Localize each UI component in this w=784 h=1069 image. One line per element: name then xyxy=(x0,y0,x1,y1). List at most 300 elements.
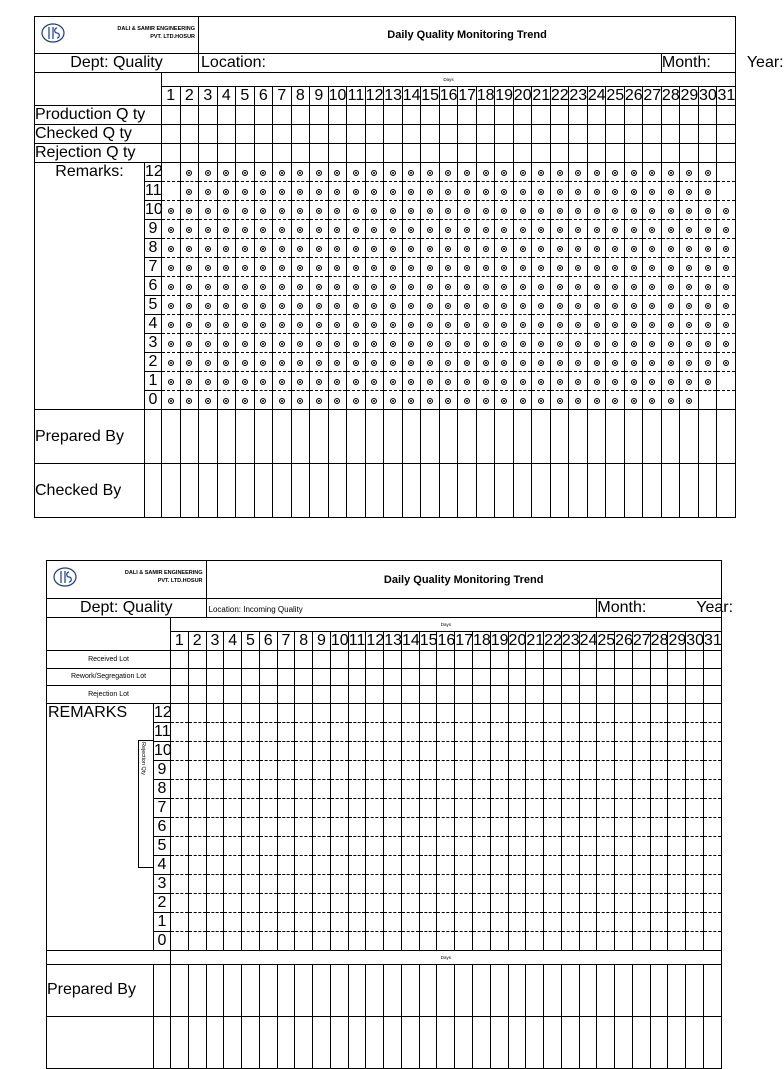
trend-dot[interactable] xyxy=(297,303,303,309)
trend-cell[interactable] xyxy=(624,239,643,258)
trend-cell[interactable] xyxy=(365,182,384,201)
trend-dot[interactable] xyxy=(205,360,211,366)
trend-cell[interactable] xyxy=(458,277,477,296)
trend-dot[interactable] xyxy=(260,398,266,404)
trend-cell[interactable] xyxy=(717,182,736,201)
trend-cell[interactable] xyxy=(579,855,597,874)
trend-cell[interactable] xyxy=(402,163,421,182)
trend-cell[interactable] xyxy=(569,163,588,182)
trend-cell[interactable] xyxy=(661,220,680,239)
signature-cell[interactable] xyxy=(206,964,224,1016)
trend-cell[interactable] xyxy=(384,893,402,912)
trend-cell[interactable] xyxy=(273,372,292,391)
trend-dot[interactable] xyxy=(612,284,618,290)
qty-cell[interactable] xyxy=(579,668,597,686)
trend-cell[interactable] xyxy=(550,201,569,220)
signature-cell[interactable] xyxy=(419,1016,437,1068)
trend-cell[interactable] xyxy=(490,798,508,817)
trend-cell[interactable] xyxy=(597,855,615,874)
trend-cell[interactable] xyxy=(686,779,704,798)
trend-cell[interactable] xyxy=(365,315,384,334)
qty-cell[interactable] xyxy=(561,686,579,704)
trend-cell[interactable] xyxy=(421,182,440,201)
qty-cell[interactable] xyxy=(224,686,242,704)
trend-cell[interactable] xyxy=(330,912,348,931)
trend-dot[interactable] xyxy=(501,379,507,385)
trend-cell[interactable] xyxy=(437,779,455,798)
trend-dot[interactable] xyxy=(371,360,377,366)
trend-cell[interactable] xyxy=(698,258,717,277)
qty-cell[interactable] xyxy=(242,651,260,669)
trend-cell[interactable] xyxy=(437,722,455,741)
qty-cell[interactable] xyxy=(544,651,562,669)
trend-dot[interactable] xyxy=(557,246,563,252)
signature-cell[interactable] xyxy=(421,464,440,518)
signature-cell[interactable] xyxy=(236,410,255,464)
trend-cell[interactable] xyxy=(419,779,437,798)
trend-cell[interactable] xyxy=(437,760,455,779)
trend-cell[interactable] xyxy=(476,296,495,315)
signature-cell[interactable] xyxy=(668,1016,686,1068)
trend-cell[interactable] xyxy=(217,201,236,220)
trend-dot[interactable] xyxy=(260,265,266,271)
trend-cell[interactable] xyxy=(513,391,532,410)
trend-dot[interactable] xyxy=(223,341,229,347)
trend-cell[interactable] xyxy=(624,296,643,315)
trend-dot[interactable] xyxy=(557,284,563,290)
trend-cell[interactable] xyxy=(569,296,588,315)
trend-dot[interactable] xyxy=(686,189,692,195)
trend-cell[interactable] xyxy=(273,353,292,372)
trend-dot[interactable] xyxy=(594,189,600,195)
trend-dot[interactable] xyxy=(223,208,229,214)
trend-cell[interactable] xyxy=(508,703,526,722)
trend-cell[interactable] xyxy=(569,277,588,296)
trend-cell[interactable] xyxy=(597,779,615,798)
trend-cell[interactable] xyxy=(717,277,736,296)
trend-cell[interactable] xyxy=(579,836,597,855)
trend-cell[interactable] xyxy=(680,296,699,315)
trend-cell[interactable] xyxy=(188,931,206,950)
trend-cell[interactable] xyxy=(366,798,384,817)
qty-cell[interactable] xyxy=(437,668,455,686)
trend-cell[interactable] xyxy=(569,258,588,277)
trend-dot[interactable] xyxy=(464,227,470,233)
qty-cell[interactable] xyxy=(259,686,277,704)
qty-cell[interactable] xyxy=(313,686,331,704)
trend-cell[interactable] xyxy=(188,893,206,912)
trend-cell[interactable] xyxy=(661,201,680,220)
trend-cell[interactable] xyxy=(236,220,255,239)
trend-cell[interactable] xyxy=(698,315,717,334)
trend-dot[interactable] xyxy=(464,208,470,214)
trend-cell[interactable] xyxy=(544,703,562,722)
trend-cell[interactable] xyxy=(550,372,569,391)
trend-cell[interactable] xyxy=(661,277,680,296)
trend-cell[interactable] xyxy=(259,703,277,722)
trend-dot[interactable] xyxy=(464,379,470,385)
trend-cell[interactable] xyxy=(513,163,532,182)
trend-cell[interactable] xyxy=(224,912,242,931)
trend-cell[interactable] xyxy=(615,855,633,874)
trend-cell[interactable] xyxy=(597,703,615,722)
qty-cell[interactable] xyxy=(347,125,366,144)
trend-cell[interactable] xyxy=(384,353,403,372)
trend-dot[interactable] xyxy=(445,284,451,290)
trend-dot[interactable] xyxy=(371,284,377,290)
qty-cell[interactable] xyxy=(224,651,242,669)
qty-cell[interactable] xyxy=(544,668,562,686)
trend-cell[interactable] xyxy=(643,334,662,353)
trend-cell[interactable] xyxy=(680,163,699,182)
signature-cell[interactable] xyxy=(330,964,348,1016)
trend-cell[interactable] xyxy=(455,874,473,893)
qty-cell[interactable] xyxy=(437,686,455,704)
trend-cell[interactable] xyxy=(569,315,588,334)
trend-dot[interactable] xyxy=(501,265,507,271)
trend-cell[interactable] xyxy=(348,722,366,741)
trend-dot[interactable] xyxy=(501,360,507,366)
signature-cell[interactable] xyxy=(224,964,242,1016)
trend-dot[interactable] xyxy=(205,284,211,290)
trend-cell[interactable] xyxy=(328,239,347,258)
trend-cell[interactable] xyxy=(473,836,491,855)
trend-dot[interactable] xyxy=(334,227,340,233)
trend-cell[interactable] xyxy=(224,779,242,798)
trend-dot[interactable] xyxy=(242,284,248,290)
signature-cell[interactable] xyxy=(717,410,736,464)
qty-cell[interactable] xyxy=(439,125,458,144)
trend-cell[interactable] xyxy=(643,315,662,334)
signature-cell[interactable] xyxy=(365,464,384,518)
trend-dot[interactable] xyxy=(445,265,451,271)
trend-cell[interactable] xyxy=(384,372,403,391)
trend-dot[interactable] xyxy=(334,322,340,328)
trend-cell[interactable] xyxy=(526,817,544,836)
trend-cell[interactable] xyxy=(402,391,421,410)
qty-cell[interactable] xyxy=(650,668,668,686)
trend-cell[interactable] xyxy=(615,760,633,779)
trend-cell[interactable] xyxy=(495,239,514,258)
trend-cell[interactable] xyxy=(366,931,384,950)
trend-cell[interactable] xyxy=(310,277,329,296)
trend-cell[interactable] xyxy=(348,874,366,893)
qty-cell[interactable] xyxy=(330,686,348,704)
qty-cell[interactable] xyxy=(291,106,310,125)
trend-cell[interactable] xyxy=(402,201,421,220)
trend-cell[interactable] xyxy=(490,722,508,741)
trend-dot[interactable] xyxy=(612,208,618,214)
trend-cell[interactable] xyxy=(561,874,579,893)
trend-dot[interactable] xyxy=(279,227,285,233)
trend-cell[interactable] xyxy=(242,741,260,760)
trend-dot[interactable] xyxy=(260,208,266,214)
qty-cell[interactable] xyxy=(650,651,668,669)
qty-cell[interactable] xyxy=(680,144,699,163)
trend-cell[interactable] xyxy=(217,239,236,258)
trend-dot[interactable] xyxy=(408,379,414,385)
trend-cell[interactable] xyxy=(490,779,508,798)
trend-cell[interactable] xyxy=(402,353,421,372)
trend-cell[interactable] xyxy=(458,372,477,391)
signature-cell[interactable] xyxy=(476,464,495,518)
trend-cell[interactable] xyxy=(365,353,384,372)
trend-cell[interactable] xyxy=(277,893,295,912)
trend-cell[interactable] xyxy=(439,296,458,315)
trend-cell[interactable] xyxy=(171,893,189,912)
trend-cell[interactable] xyxy=(615,893,633,912)
trend-dot[interactable] xyxy=(520,265,526,271)
trend-cell[interactable] xyxy=(313,703,331,722)
trend-cell[interactable] xyxy=(686,817,704,836)
trend-dot[interactable] xyxy=(538,341,544,347)
trend-dot[interactable] xyxy=(631,170,637,176)
qty-cell[interactable] xyxy=(365,125,384,144)
trend-cell[interactable] xyxy=(698,220,717,239)
trend-cell[interactable] xyxy=(495,277,514,296)
qty-cell[interactable] xyxy=(495,125,514,144)
trend-dot[interactable] xyxy=(594,322,600,328)
trend-cell[interactable] xyxy=(597,760,615,779)
trend-cell[interactable] xyxy=(254,220,273,239)
trend-cell[interactable] xyxy=(347,220,366,239)
signature-cell[interactable] xyxy=(310,410,329,464)
trend-cell[interactable] xyxy=(313,855,331,874)
trend-cell[interactable] xyxy=(277,874,295,893)
trend-cell[interactable] xyxy=(313,722,331,741)
qty-cell[interactable] xyxy=(348,651,366,669)
trend-cell[interactable] xyxy=(401,703,419,722)
trend-dot[interactable] xyxy=(631,265,637,271)
trend-dot[interactable] xyxy=(186,284,192,290)
signature-cell[interactable] xyxy=(171,964,189,1016)
trend-cell[interactable] xyxy=(330,779,348,798)
trend-cell[interactable] xyxy=(703,779,721,798)
trend-dot[interactable] xyxy=(723,284,729,290)
trend-dot[interactable] xyxy=(612,265,618,271)
trend-dot[interactable] xyxy=(668,189,674,195)
trend-cell[interactable] xyxy=(579,722,597,741)
trend-cell[interactable] xyxy=(455,779,473,798)
trend-dot[interactable] xyxy=(390,208,396,214)
signature-cell[interactable] xyxy=(680,464,699,518)
trend-dot[interactable] xyxy=(557,398,563,404)
trend-cell[interactable] xyxy=(615,912,633,931)
qty-cell[interactable] xyxy=(295,668,313,686)
trend-cell[interactable] xyxy=(439,163,458,182)
trend-dot[interactable] xyxy=(223,246,229,252)
qty-cell[interactable] xyxy=(171,668,189,686)
trend-dot[interactable] xyxy=(371,208,377,214)
trend-cell[interactable] xyxy=(643,353,662,372)
trend-cell[interactable] xyxy=(313,912,331,931)
signature-cell[interactable] xyxy=(330,1016,348,1068)
trend-dot[interactable] xyxy=(464,284,470,290)
trend-dot[interactable] xyxy=(520,360,526,366)
signature-cell[interactable] xyxy=(680,410,699,464)
trend-cell[interactable] xyxy=(513,239,532,258)
trend-cell[interactable] xyxy=(526,836,544,855)
trend-dot[interactable] xyxy=(668,227,674,233)
trend-cell[interactable] xyxy=(643,201,662,220)
trend-dot[interactable] xyxy=(390,379,396,385)
trend-cell[interactable] xyxy=(495,220,514,239)
trend-dot[interactable] xyxy=(297,360,303,366)
trend-cell[interactable] xyxy=(402,277,421,296)
qty-cell[interactable] xyxy=(313,651,331,669)
trend-cell[interactable] xyxy=(579,912,597,931)
trend-cell[interactable] xyxy=(259,760,277,779)
qty-cell[interactable] xyxy=(259,668,277,686)
trend-cell[interactable] xyxy=(162,258,181,277)
trend-dot[interactable] xyxy=(371,341,377,347)
trend-dot[interactable] xyxy=(705,284,711,290)
trend-cell[interactable] xyxy=(347,353,366,372)
trend-cell[interactable] xyxy=(180,163,199,182)
qty-cell[interactable] xyxy=(597,651,615,669)
trend-cell[interactable] xyxy=(291,315,310,334)
trend-cell[interactable] xyxy=(624,220,643,239)
qty-cell[interactable] xyxy=(384,668,402,686)
trend-dot[interactable] xyxy=(168,398,174,404)
trend-cell[interactable] xyxy=(402,220,421,239)
qty-cell[interactable] xyxy=(455,651,473,669)
trend-dot[interactable] xyxy=(612,322,618,328)
trend-cell[interactable] xyxy=(419,855,437,874)
trend-cell[interactable] xyxy=(419,893,437,912)
trend-dot[interactable] xyxy=(334,284,340,290)
trend-cell[interactable] xyxy=(668,836,686,855)
trend-cell[interactable] xyxy=(421,372,440,391)
trend-dot[interactable] xyxy=(205,379,211,385)
trend-cell[interactable] xyxy=(384,296,403,315)
trend-cell[interactable] xyxy=(587,296,606,315)
trend-cell[interactable] xyxy=(291,391,310,410)
trend-cell[interactable] xyxy=(162,163,181,182)
qty-cell[interactable] xyxy=(703,686,721,704)
trend-dot[interactable] xyxy=(445,189,451,195)
qty-cell[interactable] xyxy=(544,686,562,704)
trend-cell[interactable] xyxy=(587,163,606,182)
trend-dot[interactable] xyxy=(501,246,507,252)
qty-cell[interactable] xyxy=(348,686,366,704)
trend-dot[interactable] xyxy=(668,322,674,328)
qty-cell[interactable] xyxy=(508,686,526,704)
trend-cell[interactable] xyxy=(606,353,625,372)
signature-cell[interactable] xyxy=(366,1016,384,1068)
signature-cell[interactable] xyxy=(597,1016,615,1068)
trend-cell[interactable] xyxy=(597,912,615,931)
trend-cell[interactable] xyxy=(188,855,206,874)
trend-dot[interactable] xyxy=(612,189,618,195)
trend-cell[interactable] xyxy=(615,836,633,855)
trend-cell[interactable] xyxy=(277,855,295,874)
trend-cell[interactable] xyxy=(188,741,206,760)
trend-dot[interactable] xyxy=(205,265,211,271)
trend-dot[interactable] xyxy=(316,379,322,385)
trend-cell[interactable] xyxy=(236,277,255,296)
trend-cell[interactable] xyxy=(661,353,680,372)
trend-cell[interactable] xyxy=(365,258,384,277)
trend-cell[interactable] xyxy=(579,817,597,836)
trend-cell[interactable] xyxy=(561,855,579,874)
trend-cell[interactable] xyxy=(587,391,606,410)
trend-cell[interactable] xyxy=(224,817,242,836)
trend-cell[interactable] xyxy=(550,296,569,315)
signature-cell[interactable] xyxy=(402,410,421,464)
trend-dot[interactable] xyxy=(501,398,507,404)
trend-cell[interactable] xyxy=(171,703,189,722)
trend-cell[interactable] xyxy=(236,334,255,353)
trend-cell[interactable] xyxy=(401,779,419,798)
trend-dot[interactable] xyxy=(501,341,507,347)
trend-cell[interactable] xyxy=(495,163,514,182)
trend-cell[interactable] xyxy=(615,874,633,893)
trend-cell[interactable] xyxy=(550,391,569,410)
trend-cell[interactable] xyxy=(402,258,421,277)
trend-cell[interactable] xyxy=(561,931,579,950)
trend-cell[interactable] xyxy=(455,741,473,760)
trend-cell[interactable] xyxy=(550,163,569,182)
trend-dot[interactable] xyxy=(371,170,377,176)
trend-dot[interactable] xyxy=(501,322,507,328)
signature-cell[interactable] xyxy=(473,1016,491,1068)
trend-cell[interactable] xyxy=(650,912,668,931)
qty-cell[interactable] xyxy=(680,106,699,125)
signature-cell[interactable] xyxy=(550,464,569,518)
trend-cell[interactable] xyxy=(295,874,313,893)
trend-cell[interactable] xyxy=(717,353,736,372)
trend-dot[interactable] xyxy=(686,284,692,290)
trend-dot[interactable] xyxy=(705,303,711,309)
trend-cell[interactable] xyxy=(236,296,255,315)
trend-cell[interactable] xyxy=(587,239,606,258)
trend-dot[interactable] xyxy=(445,303,451,309)
trend-cell[interactable] xyxy=(328,182,347,201)
trend-dot[interactable] xyxy=(631,189,637,195)
trend-dot[interactable] xyxy=(649,265,655,271)
trend-cell[interactable] xyxy=(513,182,532,201)
trend-dot[interactable] xyxy=(390,322,396,328)
trend-dot[interactable] xyxy=(594,246,600,252)
trend-dot[interactable] xyxy=(242,360,248,366)
trend-cell[interactable] xyxy=(273,163,292,182)
trend-dot[interactable] xyxy=(594,379,600,385)
trend-cell[interactable] xyxy=(650,798,668,817)
trend-cell[interactable] xyxy=(313,798,331,817)
trend-cell[interactable] xyxy=(402,296,421,315)
signature-cell[interactable] xyxy=(259,1016,277,1068)
trend-cell[interactable] xyxy=(632,931,650,950)
qty-cell[interactable] xyxy=(587,125,606,144)
trend-cell[interactable] xyxy=(171,912,189,931)
trend-cell[interactable] xyxy=(347,277,366,296)
qty-cell[interactable] xyxy=(348,668,366,686)
trend-cell[interactable] xyxy=(254,201,273,220)
trend-cell[interactable] xyxy=(476,315,495,334)
trend-dot[interactable] xyxy=(649,246,655,252)
trend-cell[interactable] xyxy=(703,722,721,741)
qty-cell[interactable] xyxy=(473,651,491,669)
trend-cell[interactable] xyxy=(366,855,384,874)
trend-cell[interactable] xyxy=(532,163,551,182)
signature-cell[interactable] xyxy=(242,964,260,1016)
signature-cell[interactable] xyxy=(310,464,329,518)
trend-dot[interactable] xyxy=(205,170,211,176)
trend-cell[interactable] xyxy=(310,182,329,201)
signature-cell[interactable] xyxy=(366,964,384,1016)
trend-cell[interactable] xyxy=(455,893,473,912)
